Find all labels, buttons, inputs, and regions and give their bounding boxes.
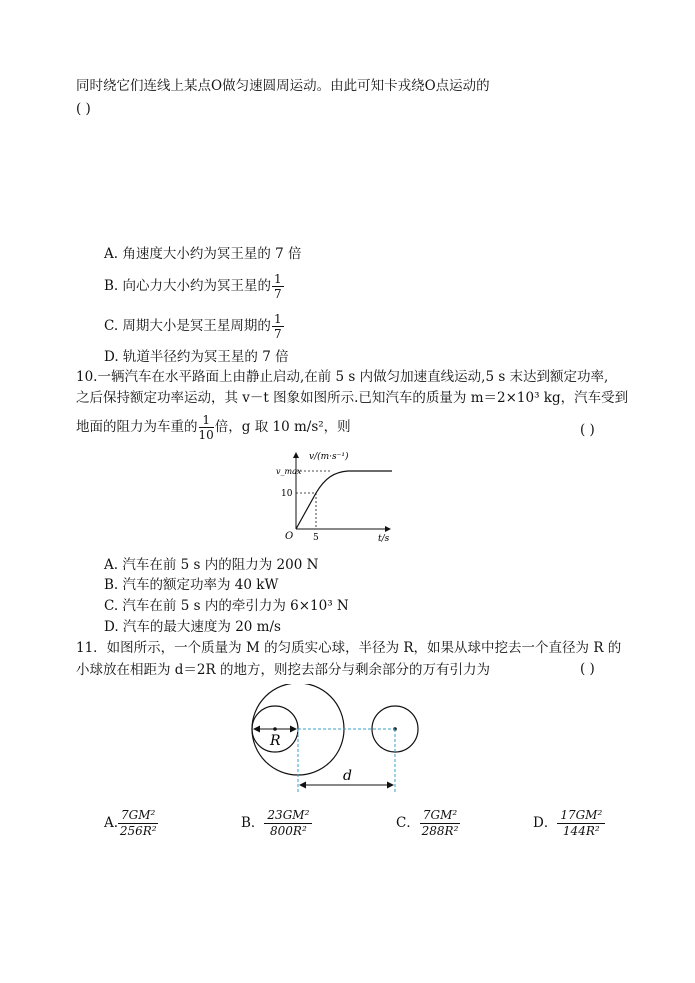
q11-option-a <box>104 808 158 839</box>
q10-option-b: B. 汽车的额定功率为 40 kW <box>104 577 279 593</box>
q11-option-b-fraction <box>264 808 312 839</box>
fraction-denominator: 10 <box>198 428 214 442</box>
fraction-denominator: 7 <box>273 327 282 341</box>
vmax-label: v_max <box>276 467 302 476</box>
q11-option-b-label: B． <box>241 815 265 831</box>
q11-sphere-figure <box>250 684 430 796</box>
fraction-numerator: 1 <box>273 312 282 326</box>
fraction-numerator: 17GM² <box>557 808 605 824</box>
q11-option-c-label: C． <box>396 815 420 831</box>
x-axis-label: t/s <box>378 534 390 544</box>
fraction-numerator: 23GM² <box>264 808 312 824</box>
q9-option-b <box>104 272 285 301</box>
fraction-denominator: 288R² <box>421 824 459 838</box>
q9-answer-bracket: ( ) <box>76 101 91 117</box>
q9-option-c <box>104 312 285 341</box>
q10-stem-line3-prefix: 地面的阻力为车重的 <box>76 419 198 435</box>
fraction-denominator: 144R² <box>562 824 600 838</box>
origin-label: O <box>285 531 294 542</box>
fraction-denominator: 800R² <box>270 824 307 838</box>
q11-option-c-fraction <box>420 808 460 839</box>
q11-stem-line2: 小球放在相距为 d＝2R 的地方，则挖去部分与剩余部分的万有引力为 <box>76 662 490 678</box>
q10-stem-line1: 10.一辆汽车在水平路面上由静止启动,在前 5 s 内做匀加速直线运动,5 s 末达到额定功率, <box>76 369 609 385</box>
fraction-numerator: 1 <box>199 413 214 428</box>
q10-answer-bracket: ( ) <box>580 422 595 438</box>
q10-vt-graph <box>270 448 400 546</box>
distance-label: d <box>343 768 352 784</box>
q11-option-d-fraction <box>557 808 605 839</box>
q9-option-a: A. 角速度大小约为冥王星的 7 倍 <box>104 246 302 262</box>
radius-label: R <box>270 733 281 749</box>
tick-10: 10 <box>281 489 293 499</box>
q10-option-a: A. 汽车在前 5 s 内的阻力为 200 N <box>104 557 319 573</box>
q9-option-b-fraction <box>272 272 284 301</box>
q11-option-a-label: A. <box>104 815 119 831</box>
q10-stem-line3-suffix: 倍，g 取 10 m/s²，则 <box>214 419 351 435</box>
q10-stem-line3 <box>76 413 351 442</box>
q11-stem-line1: 11．如图所示，一个质量为 M 的匀质实心球，半径为 R，如果从球中挖去一个直径为 R 的 <box>76 640 622 656</box>
q10-fraction <box>199 413 214 442</box>
q11-option-a-fraction <box>118 808 158 839</box>
q10-stem-line2: 之后保持额定功率运动，其 v－t 图象如图所示.已知汽车的质量为 m＝2×10³ kg，汽车受到 <box>76 390 629 406</box>
q9-option-c-fraction <box>272 312 284 341</box>
fraction-numerator: 1 <box>274 272 282 286</box>
q9-option-b-text: B. 向心力大小约为冥王星的 <box>104 278 272 294</box>
y-axis-label: v/(m·s⁻¹) <box>309 452 349 462</box>
q11-answer-bracket: ( ) <box>580 661 595 677</box>
fraction-numerator: 7GM² <box>118 808 158 824</box>
fraction-denominator: 256R² <box>119 824 157 838</box>
fraction-numerator: 7GM² <box>420 808 460 824</box>
q11-option-c <box>396 808 460 839</box>
q10-option-c: C. 汽车在前 5 s 内的牵引力为 6×10³ N <box>104 598 349 614</box>
q9-stem-line: 同时绕它们连线上某点O做匀速圆周运动。由此可知卡戎绕O点运动的 <box>76 78 490 94</box>
q11-option-b <box>241 808 312 839</box>
velocity-curve <box>296 471 392 529</box>
fraction-denominator: 7 <box>274 287 282 301</box>
q9-option-c-text: C. 周期大小是冥王星周期的 <box>104 318 271 334</box>
q11-option-d-label: D． <box>533 815 558 831</box>
q10-option-d: D. 汽车的最大速度为 20 m/s <box>104 619 281 635</box>
tick-5: 5 <box>313 533 319 543</box>
q11-option-d <box>533 808 605 839</box>
q9-option-d: D. 轨道半径约为冥王星的 7 倍 <box>104 349 289 365</box>
